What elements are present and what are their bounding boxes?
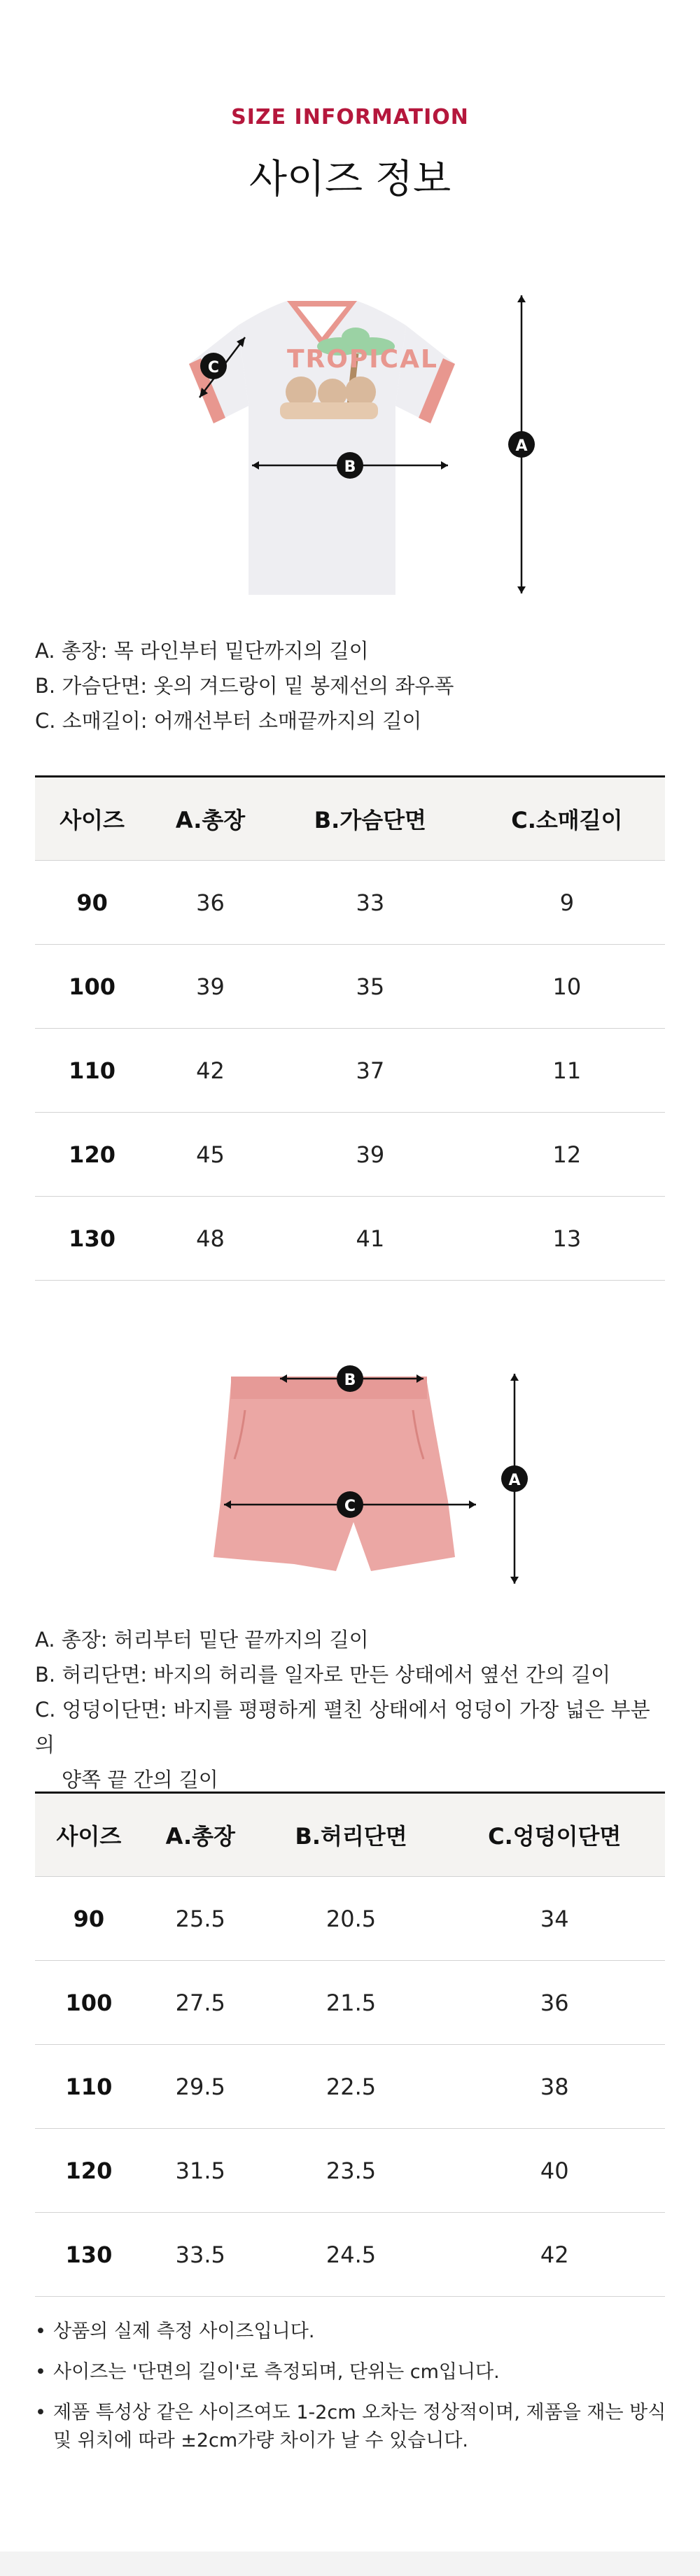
footer-band — [0, 2552, 700, 2576]
note-item: • 제품 특성상 같은 사이즈여도 1-2cm 오차는 정상적이며, 제품을 재는 방식 및 위치에 따라 ±2cm가량 차이가 날 수 있습니다. — [32, 2399, 669, 2455]
table-cell: 36 — [149, 861, 272, 945]
table-header-cell: 사이즈 — [35, 1793, 143, 1877]
marker-c-label: C — [344, 1498, 356, 1515]
table-header-cell: B.가슴단면 — [272, 777, 469, 861]
shorts-measure-descriptions — [35, 1622, 665, 1797]
note-item: • 상품의 실제 측정 사이즈입니다. — [32, 2318, 669, 2346]
table-cell: 41 — [272, 1197, 469, 1281]
shorts-length-arrow-head-top — [510, 1374, 519, 1381]
table-row — [35, 2129, 665, 2213]
desc-total-length: A. 총장: 목 라인부터 밑단까지의 길이 — [35, 639, 369, 663]
hip-arrow-head-right — [469, 1500, 476, 1509]
marker-a-label: A — [515, 437, 528, 455]
table-cell: 42 — [149, 1029, 272, 1113]
desc-hip-width-continued: 양쪽 끝 간의 길이 — [62, 1768, 218, 1792]
shorts-illustration — [203, 1361, 539, 1592]
tshirt-illustration — [182, 287, 560, 602]
marker-a-label: A — [508, 1472, 521, 1489]
table-cell: 25.5 — [143, 1877, 258, 1961]
table-cell-size: 100 — [35, 1961, 143, 2045]
table-cell: 36 — [444, 1961, 665, 2045]
table-row — [35, 1877, 665, 1961]
table-header-cell: B.허리단면 — [258, 1793, 444, 1877]
length-arrow-head-top — [517, 295, 526, 302]
table-header-row — [35, 1793, 665, 1877]
desc-total-length: A. 총장: 허리부터 밑단 끝까지의 길이 — [35, 1628, 369, 1652]
table-cell-size: 130 — [35, 2213, 143, 2297]
desc-sleeve-length: C. 소매길이: 어깨선부터 소매끝까지의 길이 — [35, 709, 422, 733]
section-subtitle: SIZE INFORMATION — [231, 105, 469, 129]
desc-chest-width: B. 가슴단면: 옷의 겨드랑이 밑 봉제선의 좌우폭 — [35, 674, 454, 698]
table-cell: 23.5 — [258, 2129, 444, 2213]
table-header-row — [35, 777, 665, 861]
desc-waist-width: B. 허리단면: 바지의 허리를 일자로 만든 상태에서 옆선 간의 길이 — [35, 1663, 611, 1687]
table-cell-size: 110 — [35, 2045, 143, 2129]
table-cell: 40 — [444, 2129, 665, 2213]
table-cell: 20.5 — [258, 1877, 444, 1961]
table-cell-size: 90 — [35, 861, 149, 945]
table-cell: 10 — [469, 945, 665, 1029]
table-cell-size: 100 — [35, 945, 149, 1029]
table-cell: 21.5 — [258, 1961, 444, 2045]
table-row — [35, 861, 665, 945]
table-header-cell: A.총장 — [149, 777, 272, 861]
table-row — [35, 1029, 665, 1113]
table-cell: 12 — [469, 1113, 665, 1197]
table-header-cell: C.소매길이 — [469, 777, 665, 861]
bear-bodies — [280, 402, 378, 419]
table-row — [35, 1113, 665, 1197]
table-row — [35, 945, 665, 1029]
note-item: • 사이즈는 '단면의 길이'로 측정되며, 단위는 cm입니다. — [32, 2358, 669, 2386]
table-cell: 33 — [272, 861, 469, 945]
table-cell: 11 — [469, 1029, 665, 1113]
size-notes — [32, 2318, 669, 2468]
table-cell-size: 120 — [35, 1113, 149, 1197]
shorts-waistband — [231, 1377, 427, 1399]
marker-c-label: C — [207, 359, 220, 376]
table-cell-size: 110 — [35, 1029, 149, 1113]
table-row — [35, 1961, 665, 2045]
tshirt-size-table — [35, 775, 665, 1281]
table-cell: 45 — [149, 1113, 272, 1197]
table-cell: 29.5 — [143, 2045, 258, 2129]
shorts-length-arrow-head-bottom — [510, 1577, 519, 1584]
chest-arrow-head-right — [441, 461, 448, 470]
table-header-cell: A.총장 — [143, 1793, 258, 1877]
table-header-cell: C.엉덩이단면 — [444, 1793, 665, 1877]
length-arrow-head-bottom — [517, 586, 526, 593]
tshirt-print-text: TROPICAL — [287, 345, 438, 374]
table-cell: 22.5 — [258, 2045, 444, 2129]
tshirt-figure — [182, 287, 560, 602]
table-cell: 34 — [444, 1877, 665, 1961]
table-cell: 9 — [469, 861, 665, 945]
table-row — [35, 1197, 665, 1281]
table-cell: 37 — [272, 1029, 469, 1113]
table-row — [35, 2213, 665, 2297]
marker-b-label: B — [344, 458, 356, 476]
table-cell: 39 — [272, 1113, 469, 1197]
marker-b-label: B — [344, 1372, 356, 1389]
table-header-cell: 사이즈 — [35, 777, 149, 861]
page-title: 사이즈 정보 — [248, 157, 451, 202]
tshirt-measure-descriptions — [35, 633, 665, 738]
table-row — [35, 2045, 665, 2129]
table-cell: 27.5 — [143, 1961, 258, 2045]
table-cell: 13 — [469, 1197, 665, 1281]
table-cell: 35 — [272, 945, 469, 1029]
table-cell: 38 — [444, 2045, 665, 2129]
table-cell: 33.5 — [143, 2213, 258, 2297]
table-cell-size: 90 — [35, 1877, 143, 1961]
table-cell: 42 — [444, 2213, 665, 2297]
table-cell-size: 130 — [35, 1197, 149, 1281]
table-cell: 24.5 — [258, 2213, 444, 2297]
shorts-size-table — [35, 1792, 665, 2297]
table-cell: 39 — [149, 945, 272, 1029]
palm-leaf-top — [342, 328, 370, 347]
shorts-figure — [203, 1361, 539, 1592]
shorts-body — [214, 1382, 455, 1571]
desc-hip-width: C. 엉덩이단면: 바지를 평평하게 펼친 상태에서 엉덩이 가장 넓은 부분의 — [35, 1698, 650, 1757]
table-cell: 48 — [149, 1197, 272, 1281]
table-cell-size: 120 — [35, 2129, 143, 2213]
table-cell: 31.5 — [143, 2129, 258, 2213]
